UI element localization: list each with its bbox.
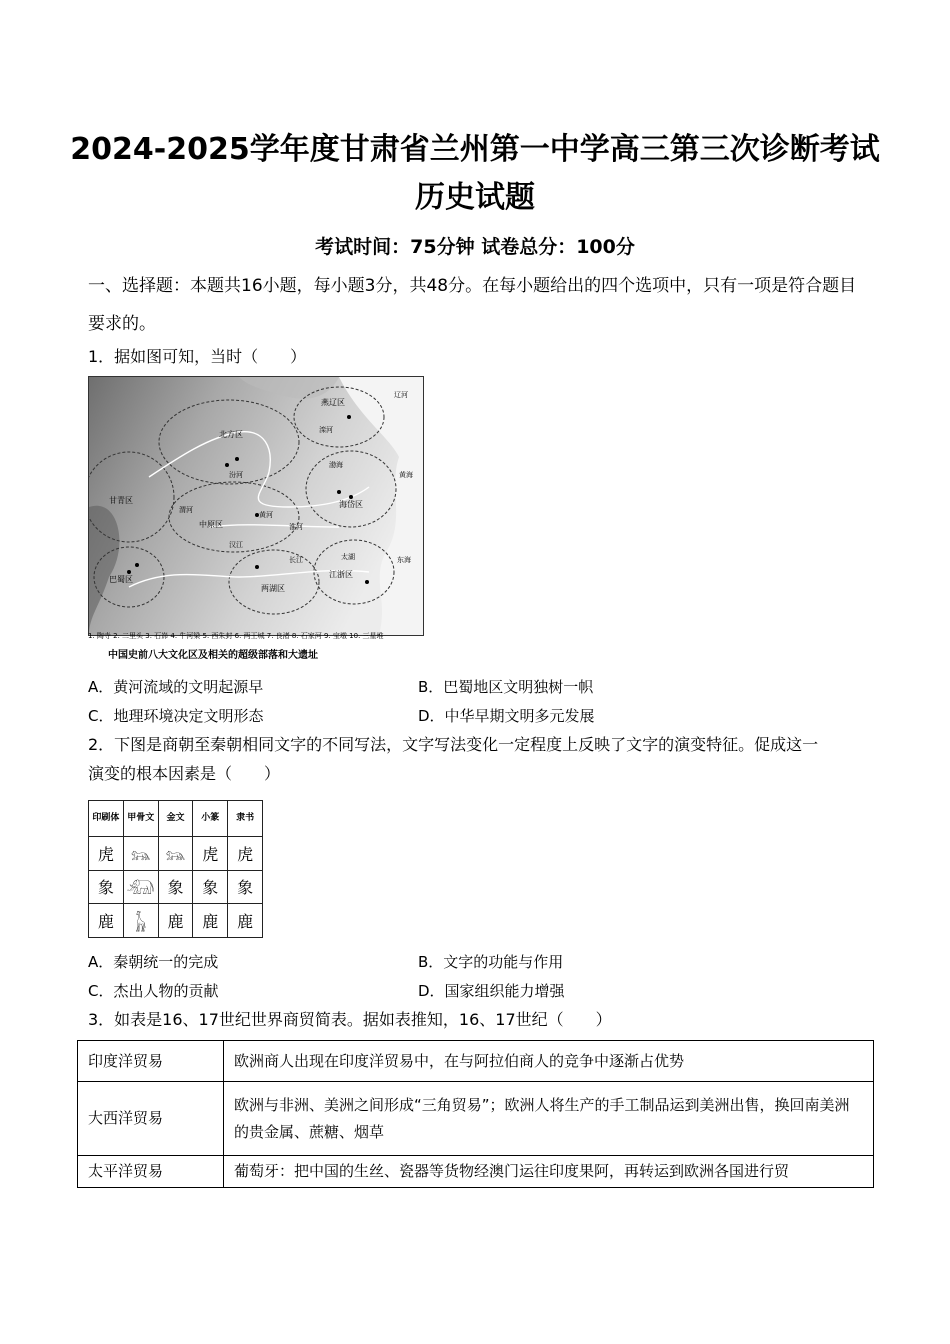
- q3-stem: 3．如表是16、17世纪世界商贸简表。据如表推知，16、17世纪（ ）: [88, 1010, 612, 1029]
- glyph-header: 印刷体: [89, 801, 124, 837]
- exam-title-line2: 历史试题: [415, 180, 535, 215]
- glyph-header: 甲骨文: [123, 801, 158, 837]
- map-label: 淮河: [289, 523, 303, 531]
- glyph-cell: 象: [89, 870, 124, 904]
- glyph-header: 小篆: [193, 801, 228, 837]
- map-label: 渤海: [329, 461, 343, 469]
- q2-option-c[interactable]: C．杰出人物的贡献: [88, 982, 219, 1000]
- glyph-cell: 鹿: [193, 904, 228, 938]
- map-label: 黄河: [259, 511, 273, 519]
- glyph-cell: 象: [228, 870, 263, 904]
- map-label: 两湖区: [261, 584, 285, 593]
- q1-stem: 1．据如图可知，当时（ ）: [88, 347, 307, 366]
- q1-option-a[interactable]: A．黄河流域的文明起源早: [88, 678, 264, 696]
- glyph-cell: 𓃱: [123, 904, 158, 938]
- map-graphic: [89, 377, 423, 635]
- glyph-cell: 鹿: [89, 904, 124, 938]
- map-label: 长江: [289, 556, 303, 564]
- q2-option-d[interactable]: D．国家组织能力增强: [418, 982, 565, 1000]
- glyph-cell: 鹿: [228, 904, 263, 938]
- trade-content-cell: 葡萄牙：把中国的生丝、瓷器等货物经澳门运往印度果阿，再转运到欧洲各国进行贸: [224, 1156, 874, 1188]
- q1-option-b[interactable]: B．巴蜀地区文明独树一帜: [418, 678, 594, 696]
- glyph-cell: 鹿: [158, 904, 193, 938]
- glyph-cell: 虎: [228, 837, 263, 871]
- q1-map-caption: 中国史前八大文化区及相关的超级部落和大遗址: [108, 650, 318, 661]
- map-label: 辽河: [394, 391, 408, 399]
- map-label: 甘青区: [109, 496, 133, 505]
- trade-name-cell: 大西洋贸易: [78, 1082, 224, 1156]
- table-row: [78, 1082, 874, 1156]
- map-label: 渭河: [179, 506, 193, 514]
- q2-option-a[interactable]: A．秦朝统一的完成: [88, 953, 219, 971]
- glyph-cell: 𓃬: [123, 837, 158, 871]
- trade-content-cell: 欧洲商人出现在印度洋贸易中，在与阿拉伯商人的竞争中逐渐占优势: [224, 1041, 874, 1082]
- trade-name-cell: 印度洋贸易: [78, 1041, 224, 1082]
- map-label: 东海: [397, 556, 411, 564]
- q3-trade-table: [77, 1040, 874, 1188]
- glyph-cell: 象: [158, 870, 193, 904]
- table-row: [78, 1041, 874, 1082]
- q1-map-legend: 1. 陶寺 2. 二里头 3. 石峁 4. 牛河梁 5. 西朱封 6. 两王城 7. 良渚 8. 石家河 9. 宝墩 10. 三星堆: [88, 632, 384, 640]
- q2-option-b[interactable]: B．文字的功能与作用: [418, 953, 564, 971]
- q1-option-c[interactable]: C．地理环境决定文明形态: [88, 707, 264, 725]
- map-label: 北方区: [219, 430, 243, 439]
- map-label: 巴蜀区: [109, 575, 133, 584]
- map-label: 滦河: [319, 426, 333, 434]
- map-label: 黄海: [399, 471, 413, 479]
- q1-option-d[interactable]: D．中华早期文明多元发展: [418, 707, 595, 725]
- glyph-cell: 𓃬: [158, 837, 193, 871]
- map-label: 汾河: [229, 471, 243, 479]
- q2-glyph-table: [88, 800, 263, 938]
- glyph-cell: 虎: [193, 837, 228, 871]
- map-label: 中原区: [199, 520, 223, 529]
- trade-content-cell: 欧洲与非洲、美洲之间形成“三角贸易”；欧洲人将生产的手工制品运到美洲出售，换回南美洲的贵金属、蔗糖、烟草: [224, 1082, 874, 1156]
- map-label: 海岱区: [339, 500, 363, 509]
- glyph-cell: 𓃰: [123, 870, 158, 904]
- trade-name-cell: 太平洋贸易: [78, 1156, 224, 1188]
- q1-map-figure: [88, 376, 424, 636]
- glyph-cell: 象: [193, 870, 228, 904]
- exam-info: 考试时间：75分钟 试卷总分：100分: [315, 236, 635, 258]
- glyph-header: 隶书: [228, 801, 263, 837]
- q2-stem-line2: 演变的根本因素是（ ）: [88, 764, 281, 783]
- map-label: 太湖: [341, 553, 355, 561]
- map-label: 江浙区: [329, 570, 353, 579]
- q2-stem-line1: 2．下图是商朝至秦朝相同文字的不同写法，文字写法变化一定程度上反映了文字的演变特征。促成这一: [88, 735, 819, 754]
- glyph-header: 金文: [158, 801, 193, 837]
- glyph-cell: 虎: [89, 837, 124, 871]
- exam-title-line1: 2024-2025学年度甘肃省兰州第一中学高三第三次诊断考试: [70, 132, 880, 167]
- map-label: 汉江: [229, 541, 243, 549]
- section-instructions: 一、选择题：本题共16小题，每小题3分，共48分。在每小题给出的四个选项中，只有一项是符合题目要求的。: [88, 276, 857, 334]
- map-label: 燕辽区: [321, 398, 345, 407]
- table-row: [78, 1156, 874, 1188]
